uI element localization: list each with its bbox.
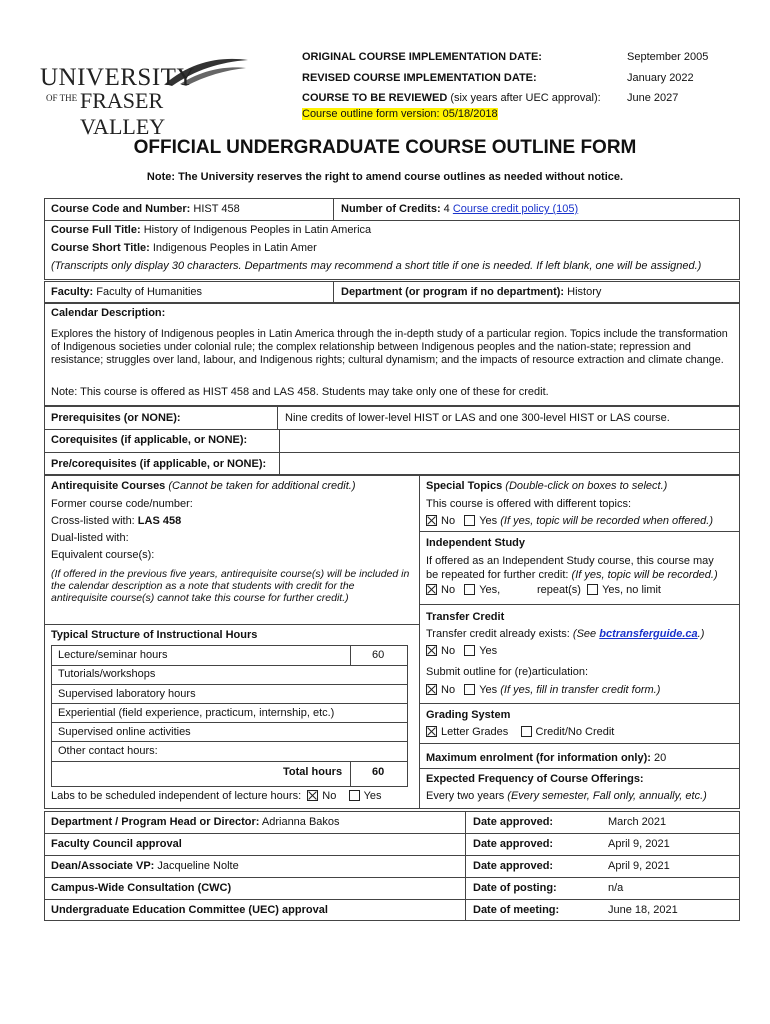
calendar-text: Explores the history of Indigenous peoples in Latin America through the in-depth study of a particular region. Topics include the transformation of Indigenous societies under colonial rule; the complex relationship between Indigenous peoples and the nation-state; repression and resistance; struggles over land, labour, and Indigenous rights; cultural dynamism; and the impacts of resource extraction and climate change.: [51, 328, 728, 366]
prerequisites-value: Nine credits of lower-level HIST or LAS and one 300-level HIST or LAS course.: [285, 412, 670, 424]
department-value: History: [564, 286, 602, 298]
credit-no-credit-checkbox[interactable]: [521, 726, 532, 737]
divider: [44, 877, 740, 878]
short-title-value: Indigenous Peoples in Latin Amer: [149, 242, 317, 254]
approval-date: n/a: [608, 882, 624, 894]
calendar-label: Calendar Description:: [51, 307, 166, 319]
original-date-value: September 2005: [627, 51, 709, 63]
cross-listed-row: [51, 515, 181, 528]
review-date-note: (six years after UEC approval):: [447, 92, 601, 104]
labs-no-label: No: [322, 790, 337, 802]
divider: [419, 703, 740, 704]
hours-row-name: Lecture/seminar hours: [58, 649, 168, 661]
course-code-value: HIST 458: [190, 203, 240, 215]
transfer-see: (See: [569, 628, 600, 640]
submit-no-checkbox[interactable]: [426, 684, 437, 695]
hours-row-name: Experiential (field experience, practicum, internship, etc.): [58, 707, 335, 719]
hours-row-name: Other contact hours:: [58, 745, 158, 757]
submit-yes-note: (If yes, fill in transfer credit form.): [497, 684, 661, 696]
grading-options: [426, 726, 614, 739]
short-title-row: [51, 242, 317, 255]
special-topics-text: This course is offered with different topics:: [426, 498, 632, 510]
antireq-label: Antirequisite Courses: [51, 480, 166, 492]
antireq-note: (Cannot be taken for additional credit.): [165, 480, 356, 492]
special-yes-label: Yes: [479, 515, 498, 527]
review-date-label: COURSE TO BE REVIEWED: [302, 92, 448, 104]
logo-fraser-valley-text: FRASER VALLEY: [80, 88, 166, 139]
transfer-close: .): [697, 628, 705, 640]
divider: [51, 722, 408, 723]
amend-note: Note: The University reserves the right to amend course outlines as needed without notice.: [146, 171, 624, 183]
max-enrolment-label: Maximum enrolment (for information only):: [426, 752, 651, 764]
labs-label: Labs to be scheduled independent of lecture hours:: [51, 790, 302, 802]
independent-yes-checkbox[interactable]: [464, 584, 475, 595]
submit-outline-options: [426, 684, 660, 697]
approval-date-label: Date of meeting:: [473, 904, 560, 916]
frequency-note: (Every semester, Fall only, annually, etc.): [504, 790, 707, 802]
submit-yes-checkbox[interactable]: [464, 684, 475, 695]
transfer-yes-label: Yes: [479, 645, 498, 657]
course-code-row: [51, 203, 240, 216]
special-no-label: No: [441, 515, 456, 527]
prerequisites-label: Prerequisites (or NONE):: [51, 412, 181, 424]
total-hours-label: Total hours: [283, 766, 343, 778]
independent-study-text: If offered as an Independent Study course, this course may: [426, 555, 714, 567]
independent-yes-label: Yes,: [479, 584, 501, 596]
divider: [51, 684, 408, 685]
logo-university-text: UNIVERSITY: [40, 64, 195, 91]
transfer-no-checkbox[interactable]: [426, 645, 437, 656]
transfer-exists-label: Transfer credit already exists:: [426, 628, 570, 640]
divider: [44, 855, 740, 856]
frequency-row: [426, 790, 707, 803]
submit-yes-label: Yes: [479, 684, 498, 696]
logo-of-the-text: OF THE: [46, 93, 78, 103]
hours-row-name: Supervised online activities: [58, 726, 191, 738]
bctransferguide-link[interactable]: bctransferguide.ca: [599, 628, 698, 640]
independent-nolimit-label: Yes, no limit: [602, 584, 661, 596]
approval-date: March 2021: [608, 816, 667, 828]
dual-listed: Dual-listed with:: [51, 532, 129, 544]
equivalent-courses: Equivalent course(s):: [51, 549, 155, 561]
divider: [333, 198, 334, 220]
credit-no-credit-label: Credit/No Credit: [535, 726, 615, 738]
department-label: Department (or program if no department):: [341, 286, 565, 298]
special-no-checkbox[interactable]: [426, 515, 437, 526]
revised-date-value: January 2022: [627, 72, 694, 84]
course-code-label: Course Code and Number:: [51, 203, 191, 215]
independent-study-note: (If yes, topic will be recorded.): [568, 569, 718, 581]
independent-study-text2: [426, 569, 718, 582]
precorequisites-label: Pre/corequisites (if applicable, or NONE):: [51, 458, 267, 470]
transfer-exists-options: [426, 645, 497, 658]
approval-label: Department / Program Head or Director:: [51, 816, 260, 828]
credits-row: [341, 203, 578, 216]
submit-outline-label: Submit outline for (re)articulation:: [426, 666, 589, 678]
grading-system-label: Grading System: [426, 709, 511, 721]
approval-row: [51, 882, 231, 895]
independent-study-question: be repeated for further credit:: [426, 569, 569, 581]
hours-row-name: Supervised laboratory hours: [58, 688, 196, 700]
approval-date: April 9, 2021: [608, 838, 670, 850]
approval-row: [51, 904, 328, 917]
approval-row: [51, 816, 340, 829]
approval-label: Faculty Council approval: [51, 838, 182, 850]
faculty-value: Faculty of Humanities: [93, 286, 203, 298]
special-yes-note: (If yes, topic will be recorded when offered.): [497, 515, 714, 527]
frequency-value: Every two years: [426, 790, 505, 802]
approval-value: Adrianna Bakos: [259, 816, 340, 828]
approval-date-label: Date approved:: [473, 816, 554, 828]
special-topics-note: (Double-click on boxes to select.): [502, 480, 668, 492]
approval-label: Dean/Associate VP:: [51, 860, 155, 872]
divider: [419, 531, 740, 532]
special-yes-checkbox[interactable]: [464, 515, 475, 526]
page-title: OFFICIAL UNDERGRADUATE COURSE OUTLINE FORM: [133, 137, 637, 158]
divider: [44, 429, 740, 430]
divider: [350, 761, 351, 787]
labs-yes-checkbox[interactable]: [349, 790, 360, 801]
special-topics-heading: [426, 480, 667, 493]
divider: [44, 220, 740, 221]
antireq-explanation: (If offered in the previous five years, antirequisite course(s) will be included in the calendar description as a note that students with credit for the antirequisite course(s) cannot take this course for further credit.): [51, 568, 410, 604]
letter-grades-label: Letter Grades: [441, 726, 509, 738]
form-version: Course outline form version: 05/18/2018: [302, 108, 498, 120]
submit-no-label: No: [441, 684, 456, 696]
cross-listed-label: Cross-listed with:: [51, 515, 138, 527]
department-row: [341, 286, 601, 299]
independent-study-options: [426, 584, 661, 597]
divider: [51, 761, 408, 762]
short-title-label: Course Short Title:: [51, 242, 150, 254]
divider: [419, 475, 420, 809]
independent-study-label: Independent Study: [426, 537, 525, 549]
divider: [51, 703, 408, 704]
frequency-label: Expected Frequency of Course Offerings:: [426, 773, 644, 785]
special-topics-label: Special Topics: [426, 480, 503, 492]
transfer-yes-checkbox[interactable]: [464, 645, 475, 656]
divider: [465, 811, 466, 921]
max-enrolment-row: [426, 752, 666, 765]
transfer-no-label: No: [441, 645, 456, 657]
hours-row-name: Tutorials/workshops: [58, 668, 156, 680]
review-date-value: June 2027: [627, 92, 679, 104]
review-date-row: [302, 92, 601, 104]
divider: [419, 604, 740, 605]
faculty-label: Faculty:: [51, 286, 94, 298]
approval-row: [51, 860, 239, 873]
divider: [419, 743, 740, 744]
approval-value: Jacqueline Nolte: [154, 860, 239, 872]
approval-label: Campus-Wide Consultation (CWC): [51, 882, 232, 894]
total-hours-value: 60: [372, 766, 385, 778]
revised-date-label: REVISED COURSE IMPLEMENTATION DATE:: [302, 72, 537, 84]
approval-date-label: Date approved:: [473, 860, 554, 872]
corequisites-label: Corequisites (if applicable, or NONE):: [51, 434, 248, 446]
hours-row-value: 60: [372, 649, 385, 661]
calendar-note: Note: This course is offered as HIST 458 and LAS 458. Students may take only one of these for credit.: [51, 386, 549, 398]
approval-row: [51, 838, 182, 851]
approval-date: April 9, 2021: [608, 860, 670, 872]
divider: [44, 833, 740, 834]
divider: [51, 741, 408, 742]
labs-no-checkbox[interactable]: [307, 790, 318, 801]
repeat-label: repeat(s): [536, 584, 581, 596]
credit-policy-link[interactable]: Course credit policy (105): [452, 203, 579, 215]
cross-listed-value: LAS 458: [137, 515, 182, 527]
full-title-row: [51, 224, 371, 237]
former-code: Former course code/number:: [51, 498, 193, 510]
university-logo: [40, 58, 250, 139]
faculty-row: [51, 286, 202, 299]
divider: [51, 665, 408, 666]
original-date-label: ORIGINAL COURSE IMPLEMENTATION DATE:: [302, 51, 542, 63]
divider: [350, 645, 351, 665]
transcript-note: (Transcripts only display 30 characters. Departments may recommend a short title if one is needed. If left blank, one will be assigned.): [51, 260, 702, 272]
divider: [333, 281, 334, 303]
approval-label: Undergraduate Education Committee (UEC) approval: [51, 904, 328, 916]
letter-grades-checkbox[interactable]: [426, 726, 437, 737]
divider: [44, 452, 740, 453]
approval-date-label: Date of posting:: [473, 882, 557, 894]
full-title-label: Course Full Title:: [51, 224, 141, 236]
approval-date: June 18, 2021: [608, 904, 678, 916]
independent-no-label: No: [441, 584, 456, 596]
divider: [44, 624, 419, 625]
independent-no-checkbox[interactable]: [426, 584, 437, 595]
transfer-credit-exists: [426, 628, 704, 641]
full-title-value: History of Indigenous Peoples in Latin America: [140, 224, 372, 236]
divider: [44, 899, 740, 900]
credits-label: Number of Credits:: [341, 203, 441, 215]
credits-value: 4: [440, 203, 453, 215]
divider: [277, 406, 278, 429]
labs-row: [51, 790, 382, 803]
labs-yes-label: Yes: [363, 790, 382, 802]
divider: [419, 768, 740, 769]
hours-label: Typical Structure of Instructional Hours: [51, 629, 258, 641]
transfer-credit-label: Transfer Credit: [426, 611, 505, 623]
approval-date-label: Date approved:: [473, 838, 554, 850]
divider: [279, 429, 280, 475]
independent-nolimit-checkbox[interactable]: [587, 584, 598, 595]
special-topics-options: [426, 515, 713, 528]
antireq-heading: [51, 480, 355, 493]
max-enrolment-value: 20: [650, 752, 667, 764]
